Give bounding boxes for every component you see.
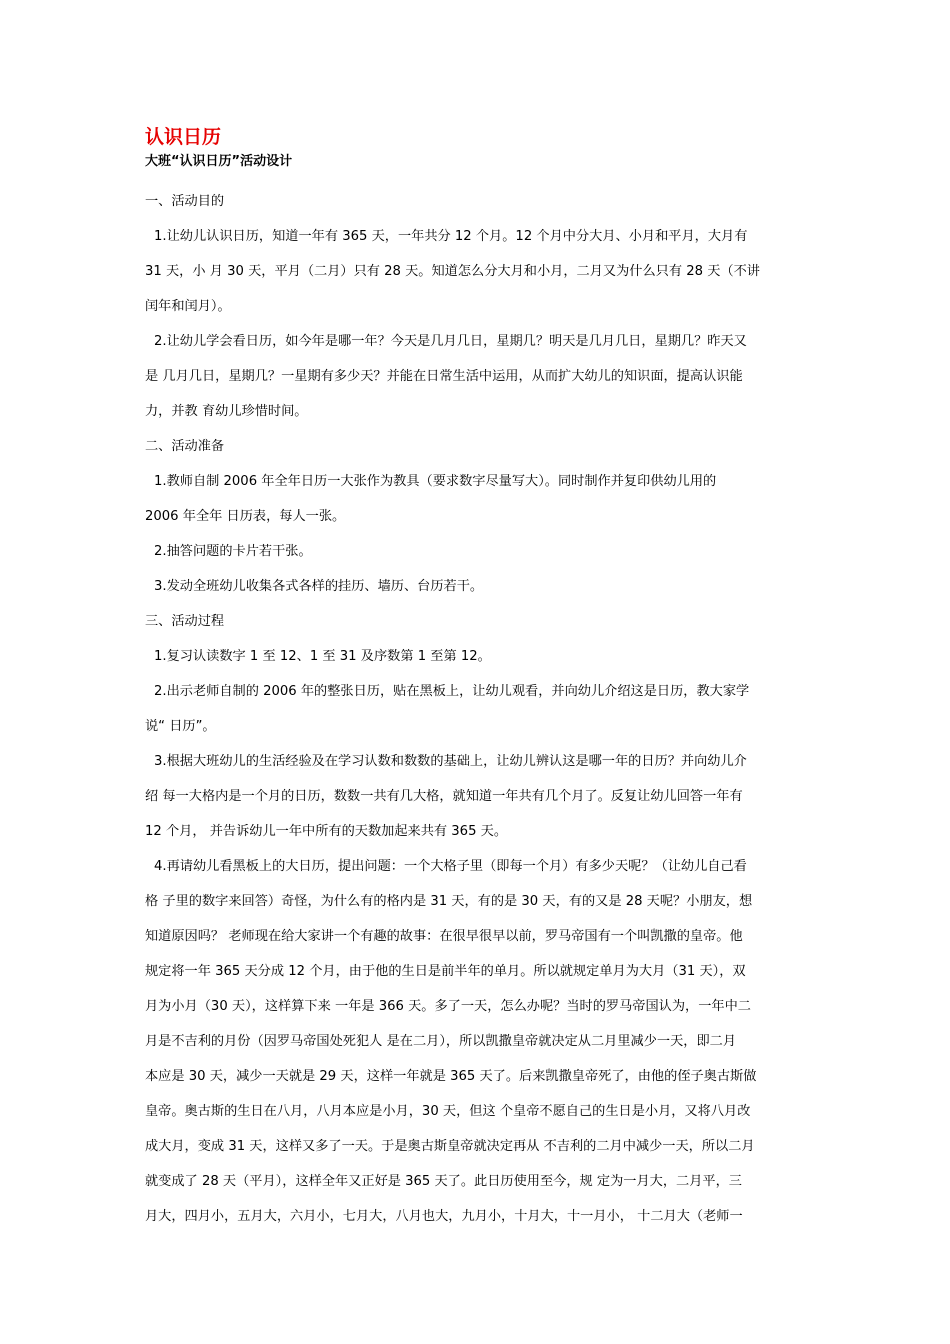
text-line: 力，并教 育幼儿珍惜时间。 bbox=[145, 404, 308, 419]
text-line: 闰年和闰月）。 bbox=[145, 299, 231, 314]
document-title: 认识日历 bbox=[145, 126, 222, 148]
text-line: 规定将一年 365 天分成 12 个月，由于他的生日是前半年的单月。所以就规定单月为大月（31 天），双 bbox=[145, 964, 746, 979]
text-line: 皇帝。奥古斯的生日在八月，八月本应是小月，30 天，但这 个皇帝不愿自己的生日是小月，又将八月改 bbox=[145, 1104, 751, 1119]
text-line: 2.抽答问题的卡片若干张。 bbox=[154, 544, 312, 559]
text-line: 2.让幼儿学会看日历，如今年是哪一年？今天是几月几日，星期几？明天是几月几日，星期几？昨天又 bbox=[154, 334, 747, 349]
text-line: 说“ 日历”。 bbox=[145, 719, 216, 734]
text-line: 月大，四月小，五月大，六月小，七月大，八月也大，九月小，十月大，十一月小， 十二月大（老师一 bbox=[145, 1209, 743, 1224]
text-line: 月为小月（30 天），这样算下来 一年是 366 天。多了一天，怎么办呢？当时的罗马帝国认为，一年中二 bbox=[145, 999, 751, 1014]
text-line: 绍 每一大格内是一个月的日历，数数一共有几大格，就知道一年共有几个月了。反复让幼儿回答一年有 bbox=[145, 789, 743, 804]
text-line: 1.让幼儿认识日历，知道一年有 365 天，一年共分 12 个月。12 个月中分大月、小月和平月，大月有 bbox=[154, 229, 748, 244]
text-line: 三、活动过程 bbox=[145, 614, 225, 629]
text-line: 3.发动全班幼儿收集各式各样的挂历、墙历、台历若干。 bbox=[154, 579, 484, 594]
document-body bbox=[145, 184, 805, 1234]
text-line: 2006 年全年 日历表，每人一张。 bbox=[145, 509, 346, 524]
text-line: 4.再请幼儿看黑板上的大日历，提出问题：一个大格子里（即每一个月）有多少天呢？（让幼儿自己看 bbox=[154, 859, 747, 874]
text-line: 格 子里的数字来回答）奇怪，为什么有的格内是 31 天，有的是 30 天，有的又是 28 天呢？小朋友，想 bbox=[145, 894, 753, 909]
text-line: 本应是 30 天，减少一天就是 29 天，这样一年就是 365 天了。后来凯撒皇帝死了，由他的侄子奥古斯做 bbox=[145, 1069, 757, 1084]
text-line: 就变成了 28 天（平月），这样全年又正好是 365 天了。此日历使用至今，规 定为一月大，二月平，三 bbox=[145, 1174, 742, 1189]
text-line: 3.根据大班幼儿的生活经验及在学习认数和数数的基础上，让幼儿辨认这是哪一年的日历？并向幼儿介 bbox=[154, 754, 747, 769]
text-line: 12 个月， 并告诉幼儿一年中所有的天数加起来共有 365 天。 bbox=[145, 824, 508, 839]
text-line: 一、活动目的 bbox=[145, 194, 225, 209]
text-line: 成大月，变成 31 天，这样又多了一天。于是奥古斯皇帝就决定再从 不吉利的二月中减少一天，所以二月 bbox=[145, 1139, 755, 1154]
text-line: 月是不吉利的月份（因罗马帝国处死犯人 是在二月），所以凯撒皇帝就决定从二月里减少一天，即二月 bbox=[145, 1034, 737, 1049]
text-line: 二、活动准备 bbox=[145, 439, 225, 454]
document-page bbox=[145, 124, 805, 1234]
text-line: 1.教师自制 2006 年全年日历一大张作为教具（要求数字尽量写大）。同时制作并复印供幼儿用的 bbox=[154, 474, 717, 489]
text-line: 1.复习认读数字 1 至 12、1 至 31 及序数第 1 至第 12。 bbox=[154, 649, 491, 664]
text-line: 31 天，小 月 30 天，平月（二月）只有 28 天。知道怎么分大月和小月，二月又为什么只有 28 天（不讲 bbox=[145, 264, 760, 279]
text-line: 是 几月几日，星期几？一星期有多少天？并能在日常生活中运用，从而扩大幼儿的知识面，提高认识能 bbox=[145, 369, 743, 384]
document-subtitle: 大班“认识日历”活动设计 bbox=[145, 154, 293, 169]
text-line: 2.出示老师自制的 2006 年的整张日历，贴在黑板上，让幼儿观看，并向幼儿介绍这是日历，教大家学 bbox=[154, 684, 750, 699]
text-line: 知道原因吗？ 老师现在给大家讲一个有趣的故事：在很早很早以前，罗马帝国有一个叫凯撒的皇帝。他 bbox=[145, 929, 743, 944]
